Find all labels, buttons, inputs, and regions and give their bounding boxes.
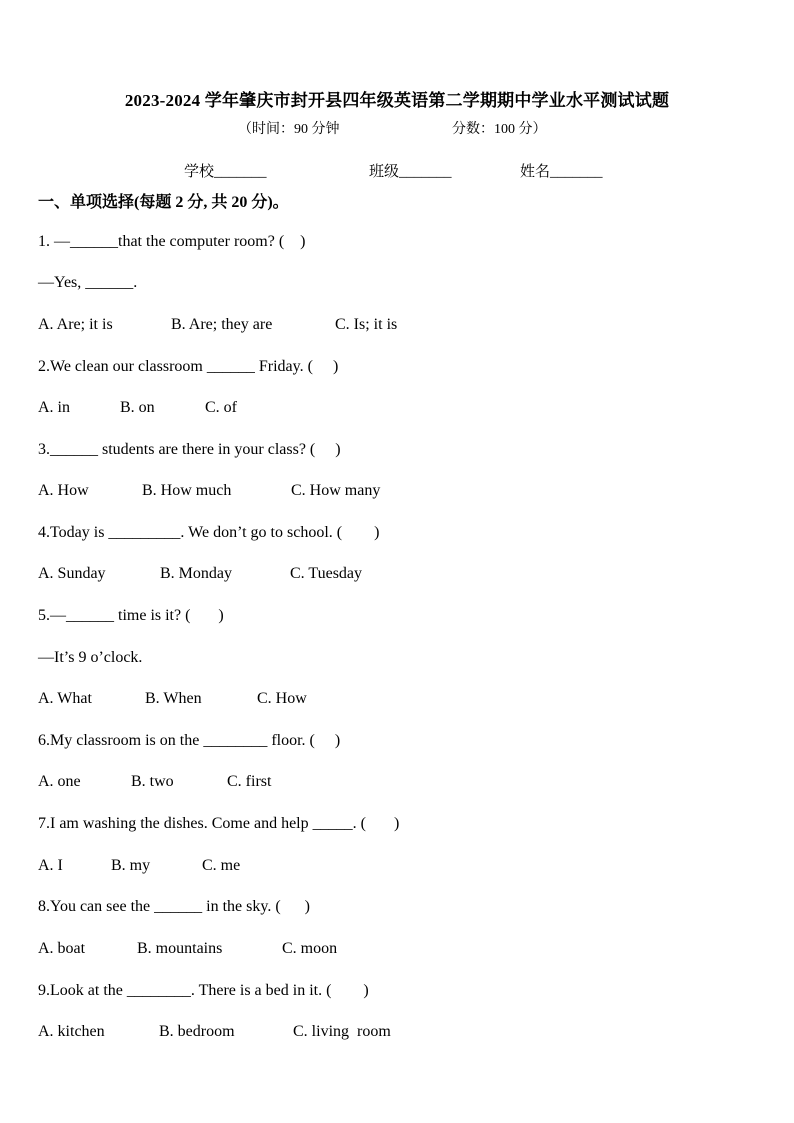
- page-title: 2023-2024 学年肇庆市封开县四年级英语第二学期期中学业水平测试试题: [124, 91, 670, 110]
- option-c: C. me: [202, 857, 241, 874]
- section-title: 一、单项选择(每题 2 分, 共 20 分)。: [38, 194, 289, 211]
- question-2-stem: 2.We clean our classroom ______ Friday. ( ): [38, 358, 339, 375]
- exam-score: 分数：100 分）: [452, 122, 547, 137]
- option-b: B. on: [120, 399, 155, 416]
- question-6-stem: 6.My classroom is on the ________ floor. ( ): [38, 732, 341, 749]
- option-c: C. How many: [291, 482, 381, 499]
- question-8-stem: 8.You can see the ______ in the sky. ( ): [38, 898, 310, 915]
- class-field: 班级_______: [369, 164, 452, 180]
- option-a: A. in: [38, 399, 70, 416]
- option-a: A. How: [38, 482, 89, 499]
- option-a: A. Sunday: [38, 565, 106, 582]
- question-1-stem: 1. —______that the computer room? ( ): [38, 233, 306, 250]
- question-1-reply: —Yes, ______.: [38, 274, 138, 291]
- question-7-stem: 7.I am washing the dishes. Come and help _____. ( ): [38, 815, 400, 832]
- option-c: C. of: [205, 399, 237, 416]
- exam-time: （时间：90 分钟: [238, 122, 340, 137]
- option-a: A. boat: [38, 940, 86, 957]
- option-c: C. Is; it is: [335, 316, 398, 333]
- option-b: B. mountains: [137, 940, 223, 957]
- option-a: A. kitchen: [38, 1023, 105, 1040]
- option-a: A. What: [38, 690, 92, 707]
- question-5-reply: —It’s 9 o’clock.: [38, 649, 143, 666]
- option-c: C. Tuesday: [290, 565, 363, 582]
- option-b: B. my: [111, 857, 151, 874]
- option-b: B. two: [131, 773, 174, 790]
- option-c: C. first: [227, 773, 272, 790]
- question-9-stem: 9.Look at the ________. There is a bed in it. ( ): [38, 982, 369, 999]
- question-4-stem: 4.Today is _________. We don’t go to school. ( ): [38, 524, 380, 541]
- question-5-stem: 5.—______ time is it? ( ): [38, 607, 224, 624]
- option-c: C. moon: [282, 940, 338, 957]
- option-c: C. living room: [293, 1023, 391, 1040]
- option-a: A. Are; it is: [38, 316, 113, 333]
- option-a: A. one: [38, 773, 81, 790]
- option-b: B. Are; they are: [171, 316, 273, 333]
- option-b: B. How much: [142, 482, 232, 499]
- option-c: C. How: [257, 690, 307, 707]
- option-b: B. bedroom: [159, 1023, 235, 1040]
- option-b: B. When: [145, 690, 202, 707]
- option-b: B. Monday: [160, 565, 232, 582]
- name-field: 姓名_______: [520, 164, 603, 180]
- option-a: A. I: [38, 857, 63, 874]
- question-3-stem: 3.______ students are there in your class? ( ): [38, 441, 341, 458]
- school-field: 学校_______: [184, 164, 267, 180]
